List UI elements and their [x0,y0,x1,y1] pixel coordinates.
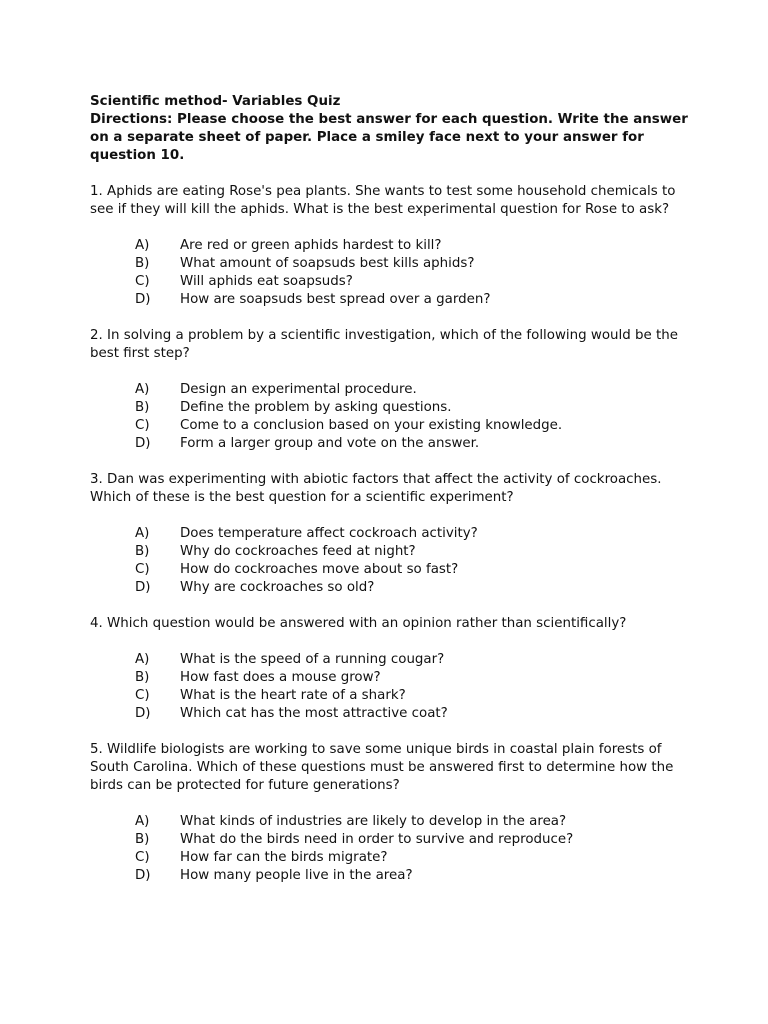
option-text: What amount of soapsuds best kills aphids? [180,256,475,271]
answer-option-d [90,291,690,309]
option-text: What is the heart rate of a shark? [180,688,406,703]
question-1 [90,183,690,309]
question-text: 5. Wildlife biologists are working to save some unique birds in coastal plain forests of South Carolina. Which of these questions must be answered first to determine how the birds can be protected for future generations? [90,742,674,793]
option-letter: C) [135,688,150,703]
option-letter: B) [135,670,150,685]
answer-options [90,813,690,885]
answer-option-b [90,399,690,417]
question-text: 3. Dan was experimenting with abiotic factors that affect the activity of cockroaches. Which of these is the best question for a scientific experiment? [90,472,662,505]
question-text: 4. Which question would be answered with an opinion rather than scientifically? [90,616,627,631]
option-text: Design an experimental procedure. [180,382,417,397]
answer-option-b [90,669,690,687]
answer-option-d [90,705,690,723]
option-text: Are red or green aphids hardest to kill? [180,238,442,253]
option-text: What do the birds need in order to survive and reproduce? [180,832,574,847]
option-letter: C) [135,562,150,577]
option-text: Why do cockroaches feed at night? [180,544,416,559]
option-text: Why are cockroaches so old? [180,580,375,595]
option-letter: B) [135,400,150,415]
option-letter: A) [135,238,150,253]
answer-option-a [90,381,690,399]
option-text: How far can the birds migrate? [180,850,388,865]
answer-option-a [90,651,690,669]
answer-option-a [90,813,690,831]
question-2 [90,327,690,453]
option-letter: C) [135,418,150,433]
answer-options [90,651,690,723]
option-letter: B) [135,256,150,271]
option-letter: D) [135,292,151,307]
answer-option-a [90,525,690,543]
option-text: Come to a conclusion based on your existing knowledge. [180,418,563,433]
option-text: Form a larger group and vote on the answer. [180,436,480,451]
option-letter: A) [135,814,150,829]
question-5 [90,741,690,885]
answer-option-a [90,237,690,255]
option-letter: D) [135,868,151,883]
option-text: Will aphids eat soapsuds? [180,274,353,289]
option-text: How are soapsuds best spread over a garden? [180,292,491,307]
option-letter: A) [135,526,150,541]
option-letter: D) [135,436,151,451]
option-letter: A) [135,382,150,397]
quiz-title: Scientific method- Variables Quiz [90,94,341,109]
answer-option-d [90,867,690,885]
option-letter: B) [135,832,150,847]
option-text: What kinds of industries are likely to develop in the area? [180,814,567,829]
answer-options [90,525,690,597]
answer-option-b [90,831,690,849]
option-letter: D) [135,580,151,595]
option-text: Define the problem by asking questions. [180,400,452,415]
option-text: How do cockroaches move about so fast? [180,562,459,577]
answer-options [90,381,690,453]
option-text: What is the speed of a running cougar? [180,652,445,667]
option-letter: C) [135,850,150,865]
question-text: 2. In solving a problem by a scientific investigation, which of the following would be the best first step? [90,328,678,361]
option-text: How many people live in the area? [180,868,413,883]
option-letter: A) [135,652,150,667]
answer-option-d [90,579,690,597]
answer-option-c [90,687,690,705]
option-text: How fast does a mouse grow? [180,670,381,685]
quiz-directions: Directions: Please choose the best answer for each question. Write the answer on a separate sheet of paper. Place a smiley face next to your answer for question 10. [90,112,688,163]
answer-options [90,237,690,309]
question-3 [90,471,690,597]
option-letter: B) [135,544,150,559]
question-text: 1. Aphids are eating Rose's pea plants. She wants to test some household chemicals to see if they will kill the aphids. What is the best experimental question for Rose to ask? [90,184,676,217]
answer-option-c [90,273,690,291]
answer-option-b [90,255,690,273]
question-4 [90,615,690,723]
option-letter: D) [135,706,151,721]
answer-option-c [90,849,690,867]
answer-option-d [90,435,690,453]
option-letter: C) [135,274,150,289]
answer-option-c [90,561,690,579]
option-text: Which cat has the most attractive coat? [180,706,448,721]
quiz-document [90,93,690,903]
option-text: Does temperature affect cockroach activity? [180,526,478,541]
answer-option-b [90,543,690,561]
answer-option-c [90,417,690,435]
